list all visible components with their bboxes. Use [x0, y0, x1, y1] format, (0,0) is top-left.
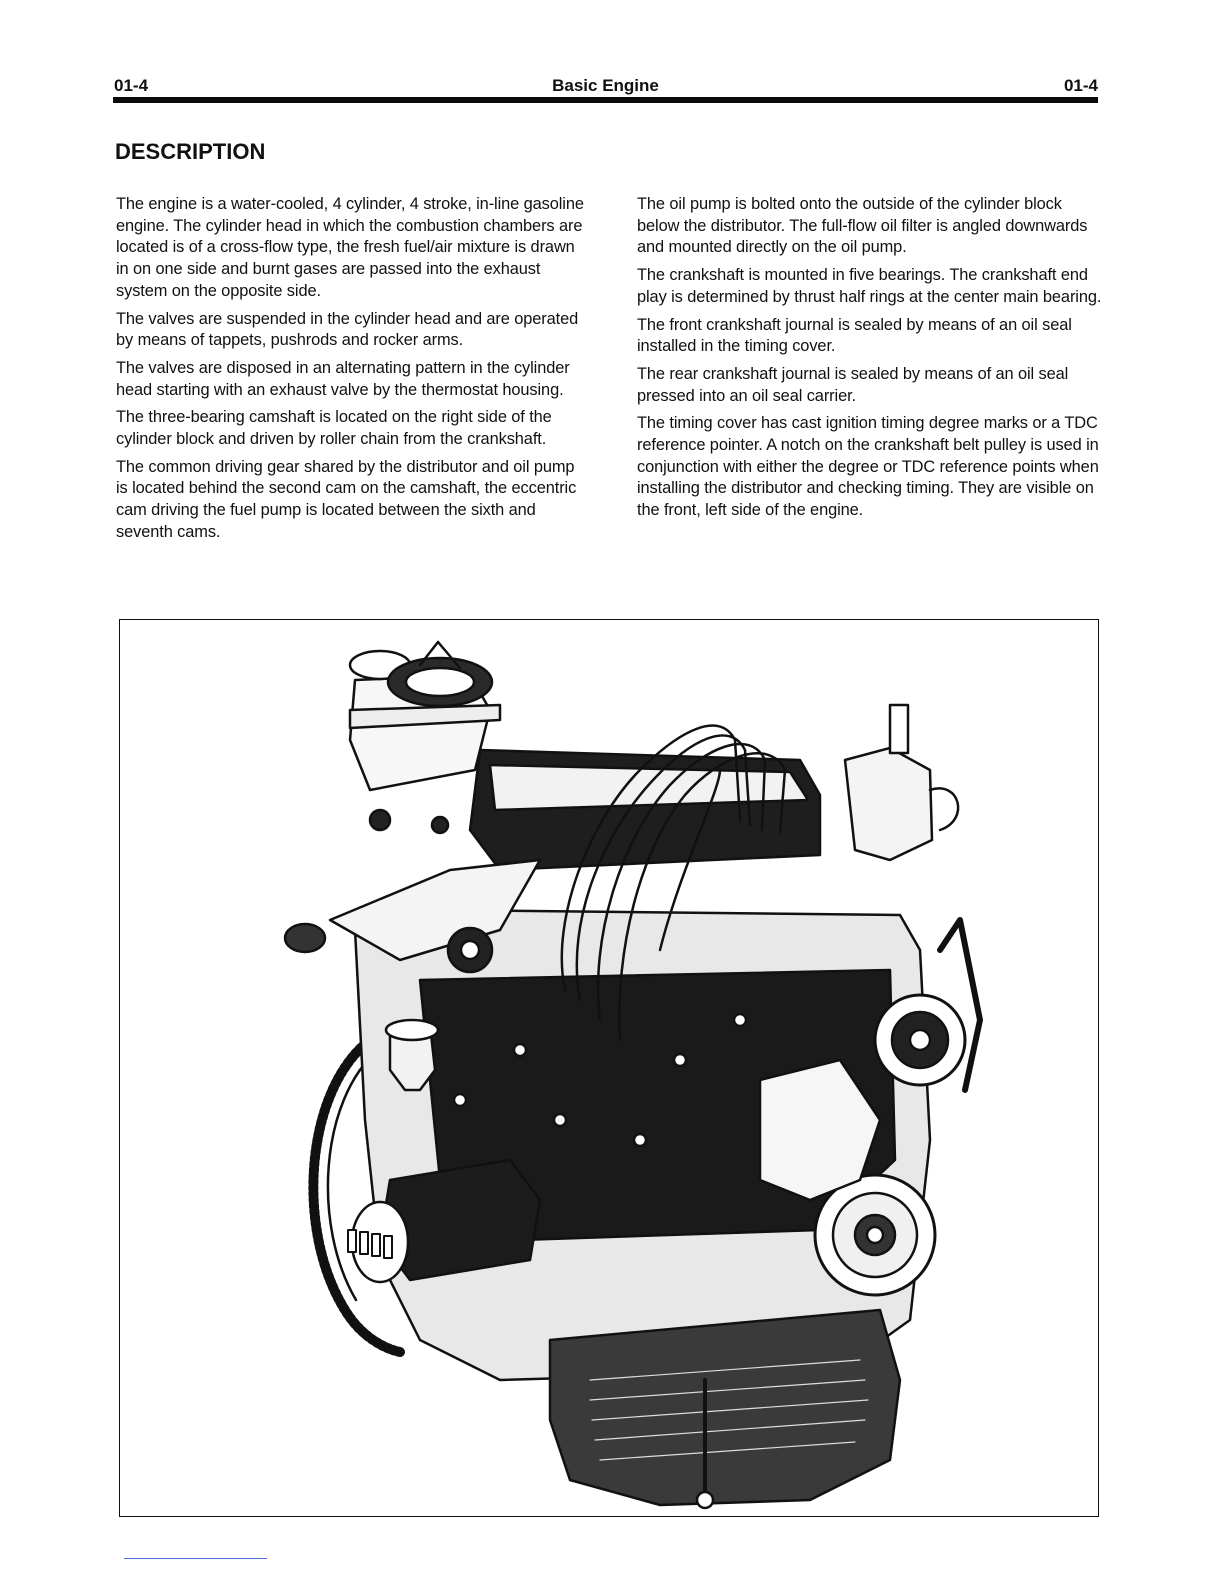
right-paragraph-4: The rear crankshaft journal is sealed by means of an oil seal pressed into an oil seal carrier. — [637, 364, 1069, 405]
left-paragraph-3: The valves are disposed in an alternating pattern in the cylinder head starting with an exhaust valve by the thermostat housing. — [116, 358, 570, 399]
header-rule — [113, 97, 1098, 103]
right-paragraph-1: The oil pump is bolted onto the outside of the cylinder block below the distributor. The full-flow oil filter is angled downwards and mounted directly on the oil pump. — [637, 195, 1088, 257]
left-paragraph-2: The valves are suspended in the cylinder head and are operated by means of tappets, pushrods and rocker arms. — [116, 309, 579, 350]
left-column — [116, 194, 586, 550]
page-number-left: 01-4 — [114, 76, 149, 95]
right-paragraph-5: The timing cover has cast ignition timing degree marks or a TDC reference pointer. A notch on the crankshaft belt pulley is used in conjunction with either the degree or TDC reference points when installing the distributor and checking timing. They are visible on the front, left side of the engine. — [637, 414, 1099, 520]
section-title: DESCRIPTION — [115, 139, 266, 164]
page-header — [113, 76, 1098, 96]
right-column — [637, 194, 1103, 528]
page-number-right: 01-4 — [1063, 76, 1098, 95]
left-paragraph-1: The engine is a water-cooled, 4 cylinder, 4 stroke, in-line gasoline engine. The cylinder head in which the combustion chambers are located is of a cross-flow type, the fresh fuel/air mixture is drawn in on one side and burnt gases are passed into the exhaust system on the opposite side. — [116, 195, 584, 300]
engine-illustration-icon — [120, 620, 1097, 1515]
left-paragraph-4: The three-bearing camshaft is located on the right side of the cylinder block and driven by roller chain from the crankshaft. — [116, 408, 552, 449]
engine-figure — [119, 619, 1099, 1517]
footer-rule — [124, 1558, 267, 1559]
right-paragraph-2: The crankshaft is mounted in five bearings. The crankshaft end play is determined by thrust half rings at the center main bearing. — [637, 266, 1102, 306]
right-paragraph-3: The front crankshaft journal is sealed by means of an oil seal installed in the timing cover. — [637, 315, 1072, 356]
left-paragraph-5: The common driving gear shared by the distributor and oil pump is located behind the second cam on the camshaft, the eccentric cam driving the fuel pump is located between the sixth and seventh cams. — [116, 457, 577, 541]
page-header-title: Basic Engine — [552, 76, 659, 95]
